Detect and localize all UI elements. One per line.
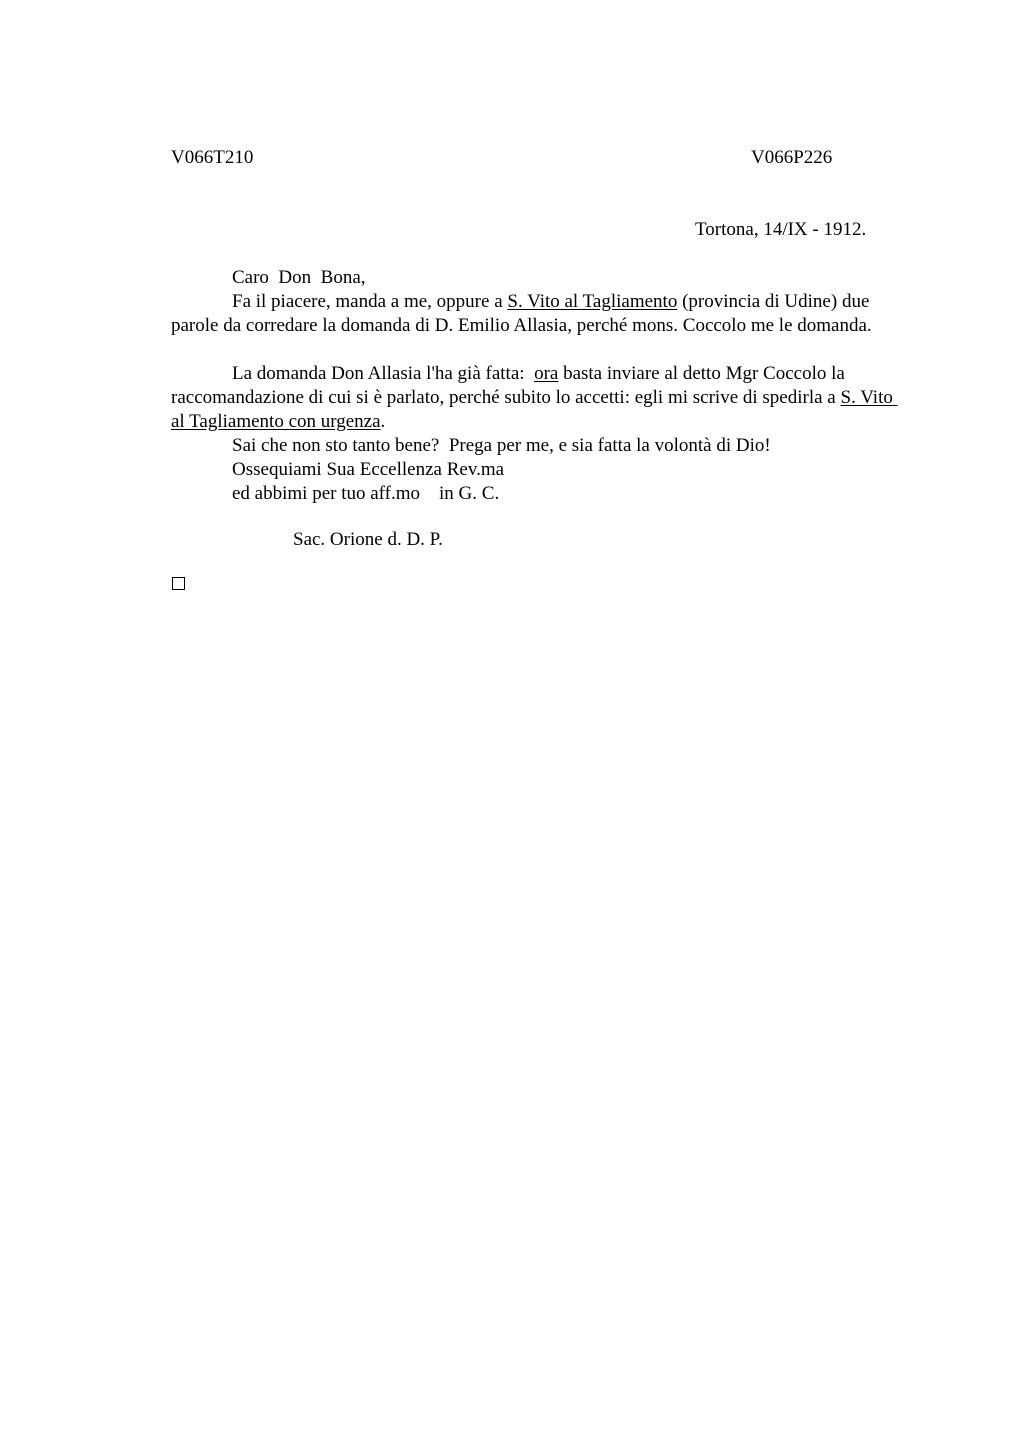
right-reference-code: V066P226: [751, 147, 833, 168]
signature: Sac. Orione d. D. P.: [293, 529, 443, 550]
paragraph-1-text-a: Fa il piacere, manda a me, oppure a: [232, 291, 508, 312]
paragraph-2-text-b: basta inviare al detto Mgr Coccolo la raccomandazione di cui si è parlato, perché subito lo accetti: egli mi scrive di spedirla a: [171, 363, 850, 408]
empty-square-icon: [172, 577, 185, 590]
closing-line: ed abbimi per tuo aff.mo in G. C.: [232, 483, 500, 504]
place-date: Tortona, 14/IX - 1912.: [695, 219, 867, 240]
paragraph-2-text-a: La domanda Don Allasia l'ha già fatta:: [232, 363, 535, 384]
paragraph-2-text-c: .: [380, 411, 386, 432]
paragraph-1-text-b: (provincia di Udine) due parole da corredare la domanda di D. Emilio Allasia, perché mons. Coccolo me le domanda.: [171, 291, 872, 336]
paragraph-1-underlined-place: S. Vito al Tagliamento: [507, 291, 678, 312]
salutation: Caro Don Bona,: [232, 267, 366, 288]
paragraph-1: [171, 290, 911, 338]
left-reference-code: V066T210: [171, 147, 254, 168]
paragraph-2-underlined-ora: ora: [534, 363, 559, 384]
paragraph-3: Sai che non sto tanto bene? Prega per me, e sia fatta la volontà di Dio!: [232, 435, 771, 456]
paragraph-4: Ossequiami Sua Eccellenza Rev.ma: [232, 459, 505, 480]
paragraph-2: [171, 362, 911, 434]
paragraph-2-underlined-place: S. Vito al Tagliamento con urgenza: [171, 387, 898, 432]
